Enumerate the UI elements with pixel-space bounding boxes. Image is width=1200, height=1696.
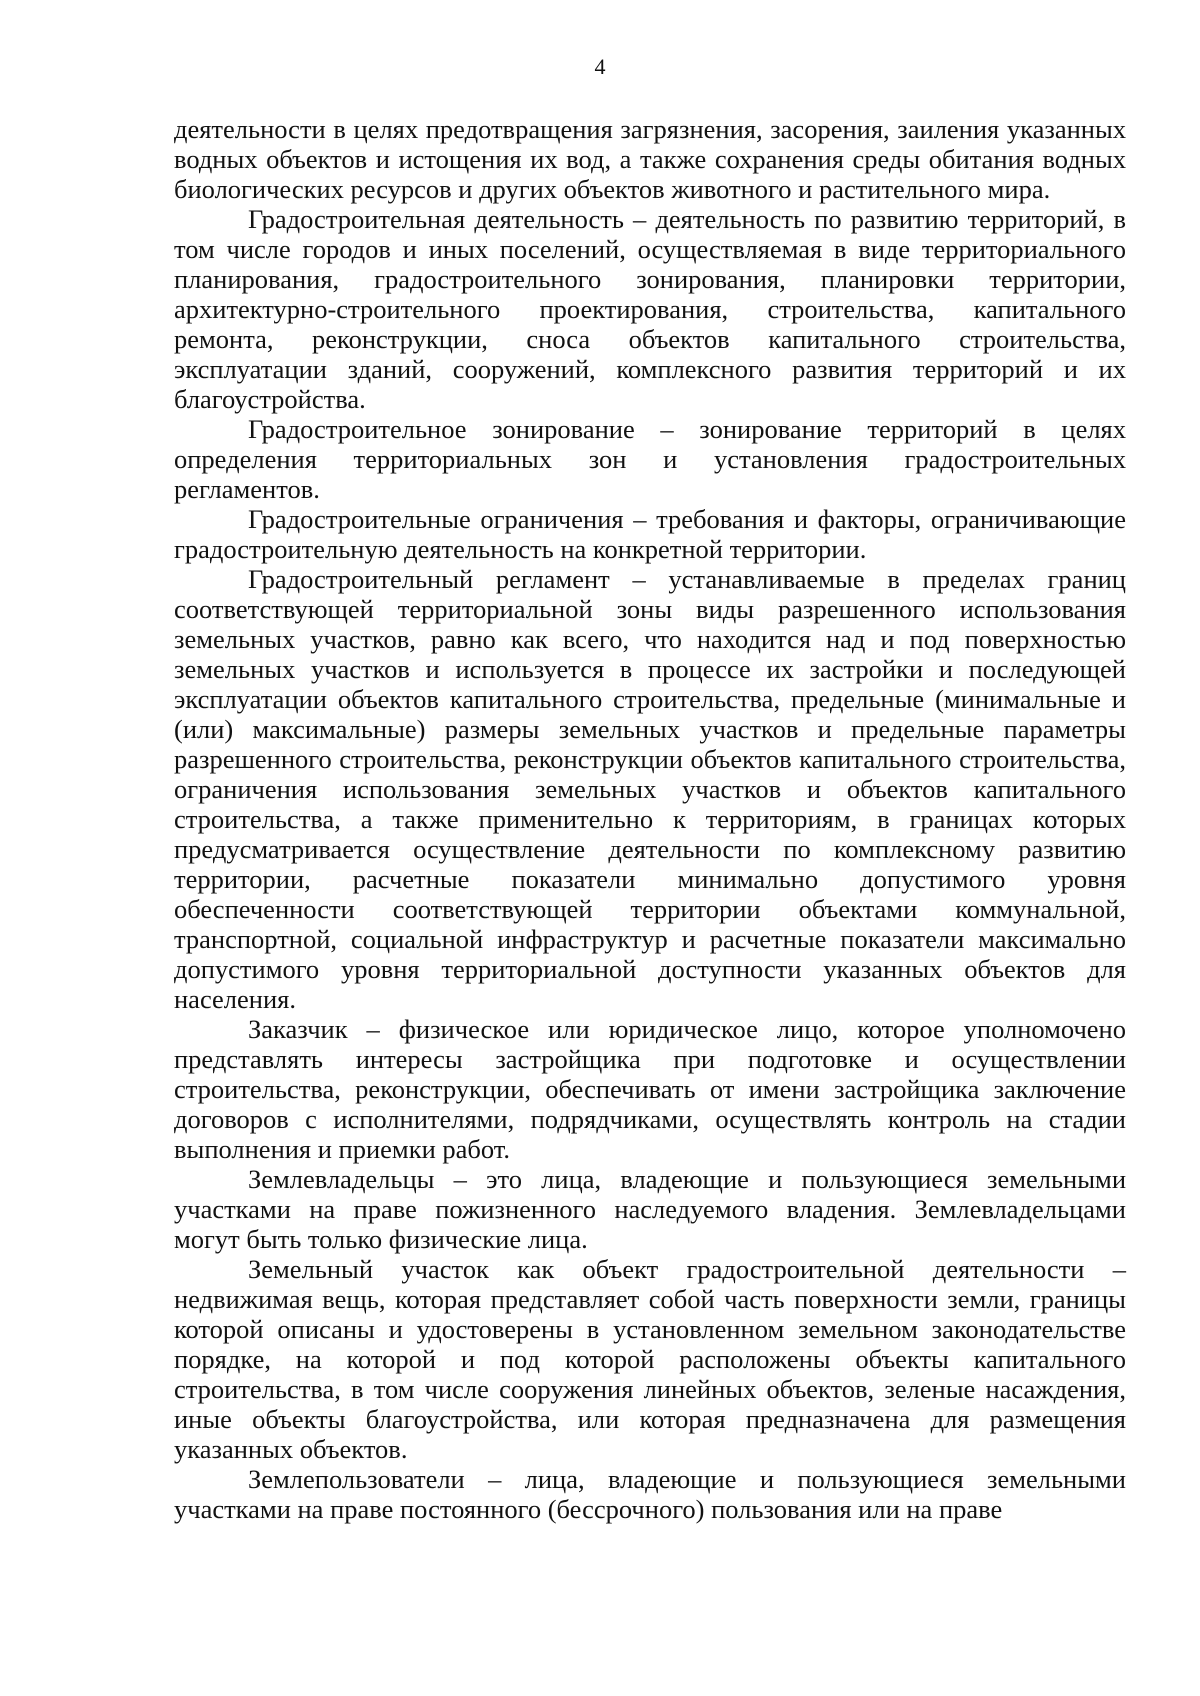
paragraph-urban-restrictions: Градостроительные ограничения – требования и факторы, ограничивающие градостроительную деятельность на конкретной территории.: [174, 504, 1126, 564]
paragraph-land-plot: Земельный участок как объект градостроительной деятельности – недвижимая вещь, которая представляет собой часть поверхности земли, границы которой описаны и удостоверены в установленном земельном законодательстве порядке, на которой и под которой расположены объекты капитального строительства, в том числе сооружения линейных объектов, зеленые насаждения, иные объекты благоустройства, или которая предназначена для размещения указанных объектов.: [174, 1254, 1126, 1464]
paragraph-urban-planning-activity: Градостроительная деятельность – деятельность по развитию территорий, в том числе городов и иных поселений, осуществляемая в виде территориального планирования, градостроительного зонирования, планировки территории, архитектурно-строительного проектирования, строительства, капитального ремонта, реконструкции, сноса объектов капитального строительства, эксплуатации зданий, сооружений, комплексного развития территорий и их благоустройства.: [174, 204, 1126, 414]
paragraph-landowners: Землевладельцы – это лица, владеющие и пользующиеся земельными участками на праве пожизненного наследуемого владения. Землевладельцами могут быть только физические лица.: [174, 1164, 1126, 1254]
paragraph-land-users: Землепользователи – лица, владеющие и пользующиеся земельными участками на праве постоянного (бессрочного) пользования или на праве: [174, 1464, 1126, 1524]
paragraph-continuation: деятельности в целях предотвращения загрязнения, засорения, заиления указанных водных объектов и истощения их вод, а также сохранения среды обитания водных биологических ресурсов и других объектов животного и растительного мира.: [174, 114, 1126, 204]
document-body: [174, 114, 1126, 1524]
page-number: 4: [594, 54, 606, 79]
paragraph-customer: Заказчик – физическое или юридическое лицо, которое уполномочено представлять интересы застройщика при подготовке и осуществлении строительства, реконструкции, обеспечивать от имени застройщика заключение договоров с исполнителями, подрядчиками, осуществлять контроль на стадии выполнения и приемки работ.: [174, 1014, 1126, 1164]
paragraph-urban-regulation: Градостроительный регламент – устанавливаемые в пределах границ соответствующей территориальной зоны виды разрешенного использования земельных участков, равно как всего, что находится над и под поверхностью земельных участков и используется в процессе их застройки и последующей эксплуатации объектов капитального строительства, предельные (минимальные и (или) максимальные) размеры земельных участков и предельные параметры разрешенного строительства, реконструкции объектов капитального строительства, ограничения использования земельных участков и объектов капитального строительства, а также применительно к территориям, в границах которых предусматривается осуществление деятельности по комплексному развитию территории, расчетные показатели минимально допустимого уровня обеспеченности соответствующей территории объектами коммунальной, транспортной, социальной инфраструктур и расчетные показатели максимально допустимого уровня территориальной доступности указанных объектов для населения.: [174, 564, 1126, 1014]
paragraph-urban-zoning: Градостроительное зонирование – зонирование территорий в целях определения территориальных зон и установления градостроительных регламентов.: [174, 414, 1126, 504]
